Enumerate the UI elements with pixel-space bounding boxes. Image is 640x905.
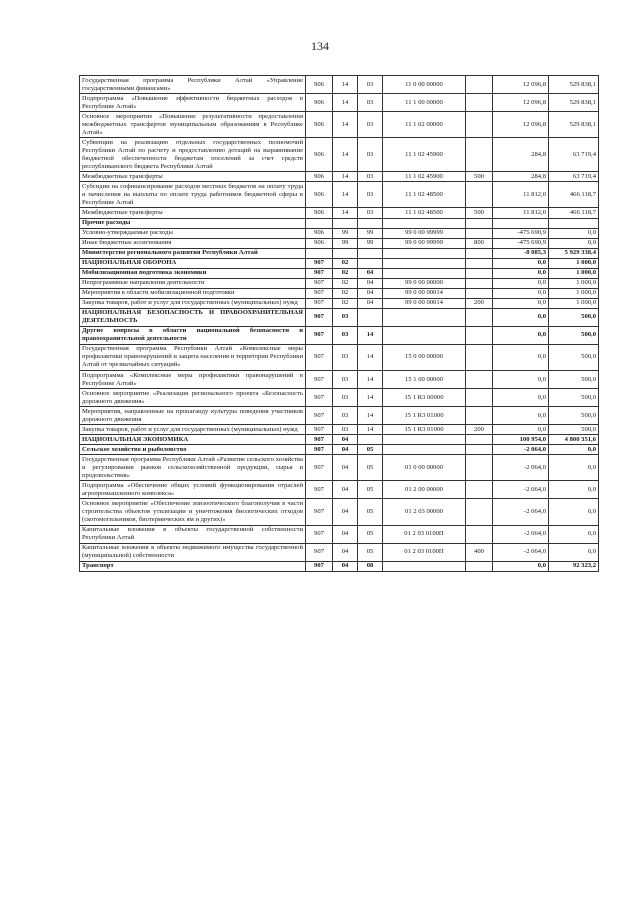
row-target-article-cell xyxy=(383,435,466,445)
table-row xyxy=(80,481,599,499)
row-target-article-cell: 11 1 02 48500 xyxy=(383,182,466,208)
row-amount-change-cell: 0,0 xyxy=(493,371,549,389)
row-name-cell: Мероприятия, направленные на пропаганду культуры поведения участников дорожного движения xyxy=(80,407,306,425)
table-row xyxy=(80,258,599,268)
row-amount-change-cell: -475 690,9 xyxy=(493,238,549,248)
row-section-cell xyxy=(333,218,358,228)
row-ved-cell: 907 xyxy=(306,344,333,370)
row-target-article-cell: 15 0 00 00000 xyxy=(383,344,466,370)
row-name-cell: НАЦИОНАЛЬНАЯ БЕЗОПАСНОСТЬ И ПРАВООХРАНИТЕЛЬНАЯ ДЕЯТЕЛЬНОСТЬ xyxy=(80,308,306,326)
row-name-cell: Субсидии на софинансирование расходов местных бюджетов на оплату труда и начисления на выплаты по оплате труда работников бюджетной сферы в Республике Алтай xyxy=(80,182,306,208)
row-name-cell: НАЦИОНАЛЬНАЯ ЭКОНОМИКА xyxy=(80,435,306,445)
row-expense-type-cell xyxy=(466,455,493,481)
row-subsection-cell: 04 xyxy=(358,298,383,308)
row-amount-change-cell: 0,0 xyxy=(493,288,549,298)
row-amount-total-cell: 500,0 xyxy=(549,308,599,326)
row-target-article-cell xyxy=(383,248,466,258)
row-target-article-cell: 01 2 03 0100П xyxy=(383,525,466,543)
row-section-cell: 03 xyxy=(333,371,358,389)
row-amount-change-cell: -2 064,0 xyxy=(493,525,549,543)
table-row xyxy=(80,445,599,455)
row-ved-cell: 906 xyxy=(306,238,333,248)
row-subsection-cell: 99 xyxy=(358,228,383,238)
row-section-cell: 03 xyxy=(333,425,358,435)
row-amount-change-cell: 0,0 xyxy=(493,278,549,288)
row-subsection-cell: 99 xyxy=(358,238,383,248)
table-row xyxy=(80,435,599,445)
row-name-cell: Закупка товаров, работ и услуг для государственных (муниципальных) нужд xyxy=(80,298,306,308)
row-expense-type-cell xyxy=(466,326,493,344)
row-expense-type-cell xyxy=(466,218,493,228)
row-name-cell: Подпрограмма «Повышение эффективности бюджетных расходов в Республике Алтай» xyxy=(80,94,306,112)
row-section-cell: 03 xyxy=(333,308,358,326)
table-row xyxy=(80,268,599,278)
row-amount-total-cell: 1 000,0 xyxy=(549,288,599,298)
table-row xyxy=(80,208,599,218)
row-expense-type-cell xyxy=(466,182,493,208)
row-amount-change-cell: 284,8 xyxy=(493,138,549,172)
row-subsection-cell: 08 xyxy=(358,561,383,571)
row-amount-total-cell: 5 929 338,4 xyxy=(549,248,599,258)
row-amount-total-cell xyxy=(549,218,599,228)
row-expense-type-cell xyxy=(466,112,493,138)
row-amount-total-cell: 529 838,1 xyxy=(549,94,599,112)
row-ved-cell: 906 xyxy=(306,182,333,208)
row-amount-change-cell: -2 064,0 xyxy=(493,543,549,561)
row-target-article-cell: 99 0 00 99999 xyxy=(383,238,466,248)
table-row xyxy=(80,248,599,258)
row-subsection-cell: 14 xyxy=(358,407,383,425)
row-name-cell: Подпрограмма «Комплексные меры профилактики правонарушений в Республике Алтай» xyxy=(80,371,306,389)
row-expense-type-cell xyxy=(466,445,493,455)
row-section-cell: 14 xyxy=(333,94,358,112)
row-ved-cell: 907 xyxy=(306,435,333,445)
row-amount-total-cell: 0,0 xyxy=(549,228,599,238)
row-section-cell: 03 xyxy=(333,344,358,370)
row-ved-cell: 907 xyxy=(306,445,333,455)
row-ved-cell: 906 xyxy=(306,172,333,182)
row-expense-type-cell: 500 xyxy=(466,172,493,182)
row-name-cell: Капитальные вложения в объекты недвижимого имущества государственной (муниципальной) собственности xyxy=(80,543,306,561)
row-amount-change-cell: 11 812,0 xyxy=(493,208,549,218)
row-target-article-cell: 99 0 00 00014 xyxy=(383,298,466,308)
row-name-cell: Сельское хозяйство и рыболовство xyxy=(80,445,306,455)
row-subsection-cell: 04 xyxy=(358,278,383,288)
row-name-cell: Мобилизационная подготовка экономики xyxy=(80,268,306,278)
row-ved-cell xyxy=(306,218,333,228)
row-ved-cell: 907 xyxy=(306,298,333,308)
row-target-article-cell: 15 1 R3 01000 xyxy=(383,425,466,435)
row-target-article-cell xyxy=(383,258,466,268)
row-section-cell: 02 xyxy=(333,278,358,288)
table-row xyxy=(80,525,599,543)
row-target-article-cell: 99 0 00 00014 xyxy=(383,288,466,298)
row-amount-change-cell: 12 096,8 xyxy=(493,76,549,94)
row-subsection-cell: 14 xyxy=(358,425,383,435)
row-target-article-cell: 11 1 02 00000 xyxy=(383,112,466,138)
row-section-cell: 03 xyxy=(333,389,358,407)
row-amount-total-cell: 4 800 351,6 xyxy=(549,435,599,445)
table-row xyxy=(80,298,599,308)
table-row xyxy=(80,288,599,298)
table-row xyxy=(80,499,599,525)
row-subsection-cell: 03 xyxy=(358,208,383,218)
row-name-cell: Прочие расходы xyxy=(80,218,306,228)
row-name-cell: Государственная программа Республики Алтай «Комплексные меры профилактики правонарушений и защита населения и территории Республики Алтай от чрезвычайных ситуаций» xyxy=(80,344,306,370)
row-section-cell: 04 xyxy=(333,561,358,571)
row-name-cell: Межбюджетные трансферты xyxy=(80,172,306,182)
row-amount-total-cell: 0,0 xyxy=(549,525,599,543)
row-expense-type-cell xyxy=(466,278,493,288)
row-section-cell: 04 xyxy=(333,525,358,543)
row-amount-change-cell: 0,0 xyxy=(493,344,549,370)
row-subsection-cell: 03 xyxy=(358,112,383,138)
row-expense-type-cell xyxy=(466,435,493,445)
row-expense-type-cell xyxy=(466,525,493,543)
row-amount-change-cell: 0,0 xyxy=(493,389,549,407)
row-subsection-cell: 14 xyxy=(358,326,383,344)
row-amount-change-cell: 12 096,8 xyxy=(493,112,549,138)
row-target-article-cell xyxy=(383,268,466,278)
row-subsection-cell: 03 xyxy=(358,182,383,208)
row-ved-cell: 907 xyxy=(306,278,333,288)
row-section-cell: 03 xyxy=(333,326,358,344)
row-expense-type-cell xyxy=(466,481,493,499)
row-ved-cell: 907 xyxy=(306,258,333,268)
row-expense-type-cell: 500 xyxy=(466,208,493,218)
row-target-article-cell: 01 0 00 00000 xyxy=(383,455,466,481)
row-target-article-cell: 11 1 00 00000 xyxy=(383,94,466,112)
row-amount-change-cell: -2 064,0 xyxy=(493,481,549,499)
row-expense-type-cell xyxy=(466,138,493,172)
row-section-cell: 04 xyxy=(333,455,358,481)
row-target-article-cell: 15 1 R3 01000 xyxy=(383,407,466,425)
row-section-cell: 02 xyxy=(333,268,358,278)
row-section-cell: 14 xyxy=(333,182,358,208)
row-name-cell: Условно-утверждаемые расходы xyxy=(80,228,306,238)
row-expense-type-cell xyxy=(466,228,493,238)
row-subsection-cell: 03 xyxy=(358,94,383,112)
row-expense-type-cell xyxy=(466,258,493,268)
row-ved-cell: 907 xyxy=(306,543,333,561)
row-amount-change-cell: 12 096,8 xyxy=(493,94,549,112)
row-expense-type-cell: 400 xyxy=(466,543,493,561)
table-row xyxy=(80,172,599,182)
row-subsection-cell: 05 xyxy=(358,455,383,481)
page-number: 134 xyxy=(311,39,329,53)
row-ved-cell: 907 xyxy=(306,371,333,389)
row-subsection-cell: 05 xyxy=(358,543,383,561)
row-section-cell: 14 xyxy=(333,76,358,94)
row-amount-total-cell: 529 838,1 xyxy=(549,76,599,94)
row-amount-total-cell: 500,0 xyxy=(549,425,599,435)
table-row xyxy=(80,543,599,561)
row-ved-cell: 907 xyxy=(306,455,333,481)
row-amount-total-cell: 500,0 xyxy=(549,389,599,407)
table-row xyxy=(80,389,599,407)
row-amount-total-cell: 0,0 xyxy=(549,445,599,455)
row-expense-type-cell: 200 xyxy=(466,298,493,308)
row-ved-cell: 907 xyxy=(306,481,333,499)
row-expense-type-cell xyxy=(466,248,493,258)
row-target-article-cell: 11 0 00 00000 xyxy=(383,76,466,94)
row-expense-type-cell xyxy=(466,94,493,112)
table-row xyxy=(80,561,599,571)
row-amount-total-cell: 0,0 xyxy=(549,238,599,248)
row-section-cell: 02 xyxy=(333,258,358,268)
row-amount-total-cell: 500,0 xyxy=(549,371,599,389)
row-section-cell: 04 xyxy=(333,499,358,525)
row-amount-change-cell: -2 064,0 xyxy=(493,445,549,455)
row-expense-type-cell xyxy=(466,268,493,278)
row-amount-change-cell: 0,0 xyxy=(493,298,549,308)
row-ved-cell: 906 xyxy=(306,94,333,112)
row-name-cell: Мероприятия в области мобилизационной подготовки xyxy=(80,288,306,298)
row-ved-cell: 906 xyxy=(306,112,333,138)
row-amount-total-cell: 63 719,4 xyxy=(549,172,599,182)
row-target-article-cell xyxy=(383,561,466,571)
row-name-cell: Иные бюджетные ассигнования xyxy=(80,238,306,248)
row-subsection-cell: 04 xyxy=(358,288,383,298)
row-ved-cell: 906 xyxy=(306,208,333,218)
row-ved-cell: 907 xyxy=(306,499,333,525)
row-target-article-cell: 01 2 03 0100П xyxy=(383,543,466,561)
row-ved-cell: 907 xyxy=(306,561,333,571)
row-amount-change-cell xyxy=(493,218,549,228)
row-name-cell: Закупка товаров, работ и услуг для государственных (муниципальных) нужд xyxy=(80,425,306,435)
row-target-article-cell: 15 1 00 00000 xyxy=(383,371,466,389)
table-row xyxy=(80,94,599,112)
row-amount-total-cell: 500,0 xyxy=(549,344,599,370)
row-amount-change-cell: -2 064,0 xyxy=(493,499,549,525)
row-expense-type-cell: 200 xyxy=(466,425,493,435)
row-ved-cell: 906 xyxy=(306,138,333,172)
row-target-article-cell xyxy=(383,326,466,344)
row-subsection-cell: 05 xyxy=(358,499,383,525)
row-name-cell: Субвенции на реализацию отдельных государственных полномочий Республики Алтай по расчету и предоставлению дотаций на выравнивание бюджетной обеспеченности бюджетам поселений за счет средств республиканского бюджета Республики Алтай xyxy=(80,138,306,172)
row-section-cell: 99 xyxy=(333,238,358,248)
row-amount-total-cell: 1 000,0 xyxy=(549,298,599,308)
row-target-article-cell: 11 1 02 45900 xyxy=(383,172,466,182)
table-row xyxy=(80,138,599,172)
row-subsection-cell: 05 xyxy=(358,445,383,455)
row-name-cell: Межбюджетные трансферты xyxy=(80,208,306,218)
row-section-cell: 14 xyxy=(333,138,358,172)
row-ved-cell: 907 xyxy=(306,308,333,326)
row-ved-cell: 906 xyxy=(306,76,333,94)
row-section-cell: 04 xyxy=(333,445,358,455)
table-row xyxy=(80,326,599,344)
row-expense-type-cell: 800 xyxy=(466,238,493,248)
row-amount-total-cell: 500,0 xyxy=(549,407,599,425)
row-amount-total-cell: 92 323,2 xyxy=(549,561,599,571)
row-amount-total-cell: 1 000,0 xyxy=(549,278,599,288)
row-amount-total-cell: 0,0 xyxy=(549,481,599,499)
row-subsection-cell xyxy=(358,435,383,445)
row-target-article-cell xyxy=(383,308,466,326)
table-row xyxy=(80,308,599,326)
row-name-cell: Подпрограмма «Обеспечение общих условий функционирования отраслей агропромышленного комплекса» xyxy=(80,481,306,499)
row-subsection-cell: 05 xyxy=(358,481,383,499)
row-section-cell: 04 xyxy=(333,543,358,561)
row-amount-total-cell: 1 000,0 xyxy=(549,268,599,278)
budget-table-body xyxy=(80,76,599,572)
row-name-cell: Государственная программа Республики Алтай «Управление государственными финансами» xyxy=(80,76,306,94)
row-ved-cell: 907 xyxy=(306,389,333,407)
row-amount-change-cell: 0,0 xyxy=(493,268,549,278)
row-expense-type-cell xyxy=(466,407,493,425)
row-section-cell: 04 xyxy=(333,481,358,499)
table-row xyxy=(80,371,599,389)
row-subsection-cell xyxy=(358,258,383,268)
row-name-cell: Другие вопросы в области национальной безопасности и правоохранительной деятельности xyxy=(80,326,306,344)
row-ved-cell xyxy=(306,248,333,258)
row-target-article-cell: 99 0 00 00000 xyxy=(383,278,466,288)
row-section-cell: 14 xyxy=(333,208,358,218)
row-subsection-cell xyxy=(358,218,383,228)
row-target-article-cell xyxy=(383,218,466,228)
row-amount-total-cell: 63 719,4 xyxy=(549,138,599,172)
table-row xyxy=(80,218,599,228)
row-subsection-cell xyxy=(358,308,383,326)
row-amount-total-cell: 0,0 xyxy=(549,499,599,525)
row-name-cell: НАЦИОНАЛЬНАЯ ОБОРОНА xyxy=(80,258,306,268)
row-amount-change-cell: 100 954,0 xyxy=(493,435,549,445)
row-amount-total-cell: 500,0 xyxy=(549,326,599,344)
row-amount-change-cell: -2 064,0 xyxy=(493,455,549,481)
row-target-article-cell: 99 0 00 99999 xyxy=(383,228,466,238)
row-amount-change-cell: 0,0 xyxy=(493,308,549,326)
row-amount-change-cell: -475 690,9 xyxy=(493,228,549,238)
table-row xyxy=(80,407,599,425)
row-amount-total-cell: 529 838,1 xyxy=(549,112,599,138)
row-ved-cell: 907 xyxy=(306,525,333,543)
row-subsection-cell: 03 xyxy=(358,76,383,94)
row-section-cell: 04 xyxy=(333,435,358,445)
row-name-cell: Основное мероприятие «Реализация регионального проекта «Безопасность дорожного движения» xyxy=(80,389,306,407)
row-expense-type-cell xyxy=(466,389,493,407)
row-expense-type-cell xyxy=(466,561,493,571)
row-expense-type-cell xyxy=(466,344,493,370)
row-section-cell xyxy=(333,248,358,258)
row-amount-total-cell: 0,0 xyxy=(549,455,599,481)
row-name-cell: Основное мероприятие «Обеспечение эпизоотического благополучия в части строительства объектов утилизации и уничтожения биологических отходов (скотомогильников, биотермических ям и других)» xyxy=(80,499,306,525)
table-row xyxy=(80,112,599,138)
row-target-article-cell: 15 1 R3 00000 xyxy=(383,389,466,407)
row-name-cell: Государственная программа Республики Алтай «Развитие сельского хозяйства и регулирования рынков сельскохозяйственной продукции, сырья и продовольствия» xyxy=(80,455,306,481)
row-target-article-cell: 01 2 00 00000 xyxy=(383,481,466,499)
row-amount-change-cell: 0,0 xyxy=(493,326,549,344)
table-row xyxy=(80,344,599,370)
row-amount-change-cell: 0,0 xyxy=(493,258,549,268)
row-amount-change-cell: 11 812,0 xyxy=(493,182,549,208)
row-ved-cell: 907 xyxy=(306,407,333,425)
row-amount-change-cell: 0,0 xyxy=(493,407,549,425)
row-expense-type-cell xyxy=(466,76,493,94)
row-section-cell: 99 xyxy=(333,228,358,238)
table-row xyxy=(80,238,599,248)
row-amount-total-cell: 1 000,0 xyxy=(549,258,599,268)
row-subsection-cell: 14 xyxy=(358,389,383,407)
row-amount-total-cell: 466 118,7 xyxy=(549,182,599,208)
row-subsection-cell: 05 xyxy=(358,525,383,543)
row-name-cell: Капитальные вложения в объекты государственной собственности Республики Алтай xyxy=(80,525,306,543)
row-subsection-cell: 03 xyxy=(358,138,383,172)
row-expense-type-cell xyxy=(466,371,493,389)
row-section-cell: 02 xyxy=(333,298,358,308)
row-target-article-cell xyxy=(383,445,466,455)
row-expense-type-cell xyxy=(466,288,493,298)
row-section-cell: 02 xyxy=(333,288,358,298)
row-expense-type-cell xyxy=(466,308,493,326)
row-target-article-cell: 01 2 03 00000 xyxy=(383,499,466,525)
table-row xyxy=(80,76,599,94)
row-target-article-cell: 11 1 02 45900 xyxy=(383,138,466,172)
row-section-cell: 14 xyxy=(333,172,358,182)
row-name-cell: Министерство регионального развития Республики Алтай xyxy=(80,248,306,258)
row-amount-change-cell: 0,0 xyxy=(493,425,549,435)
budget-table xyxy=(79,75,599,572)
row-name-cell: Транспорт xyxy=(80,561,306,571)
row-name-cell: Непрограммные направления деятельности xyxy=(80,278,306,288)
row-subsection-cell: 04 xyxy=(358,268,383,278)
row-ved-cell: 907 xyxy=(306,268,333,278)
row-subsection-cell: 03 xyxy=(358,172,383,182)
table-row xyxy=(80,455,599,481)
row-target-article-cell: 11 1 02 48500 xyxy=(383,208,466,218)
row-section-cell: 03 xyxy=(333,407,358,425)
row-ved-cell: 907 xyxy=(306,326,333,344)
row-amount-change-cell: -8 085,3 xyxy=(493,248,549,258)
row-section-cell: 14 xyxy=(333,112,358,138)
table-row xyxy=(80,228,599,238)
row-amount-total-cell: 466 118,7 xyxy=(549,208,599,218)
row-ved-cell: 907 xyxy=(306,288,333,298)
row-amount-change-cell: 0,0 xyxy=(493,561,549,571)
row-amount-total-cell: 0,0 xyxy=(549,543,599,561)
row-subsection-cell: 14 xyxy=(358,344,383,370)
row-name-cell: Основное мероприятие «Повышение результативности предоставления межбюджетных трансфертов муниципальным образованиям в Республике Алтай» xyxy=(80,112,306,138)
table-row xyxy=(80,278,599,288)
row-subsection-cell: 14 xyxy=(358,371,383,389)
row-expense-type-cell xyxy=(466,499,493,525)
row-ved-cell: 907 xyxy=(306,425,333,435)
row-ved-cell: 906 xyxy=(306,228,333,238)
table-row xyxy=(80,425,599,435)
row-subsection-cell xyxy=(358,248,383,258)
row-amount-change-cell: 284,8 xyxy=(493,172,549,182)
table-row xyxy=(80,182,599,208)
